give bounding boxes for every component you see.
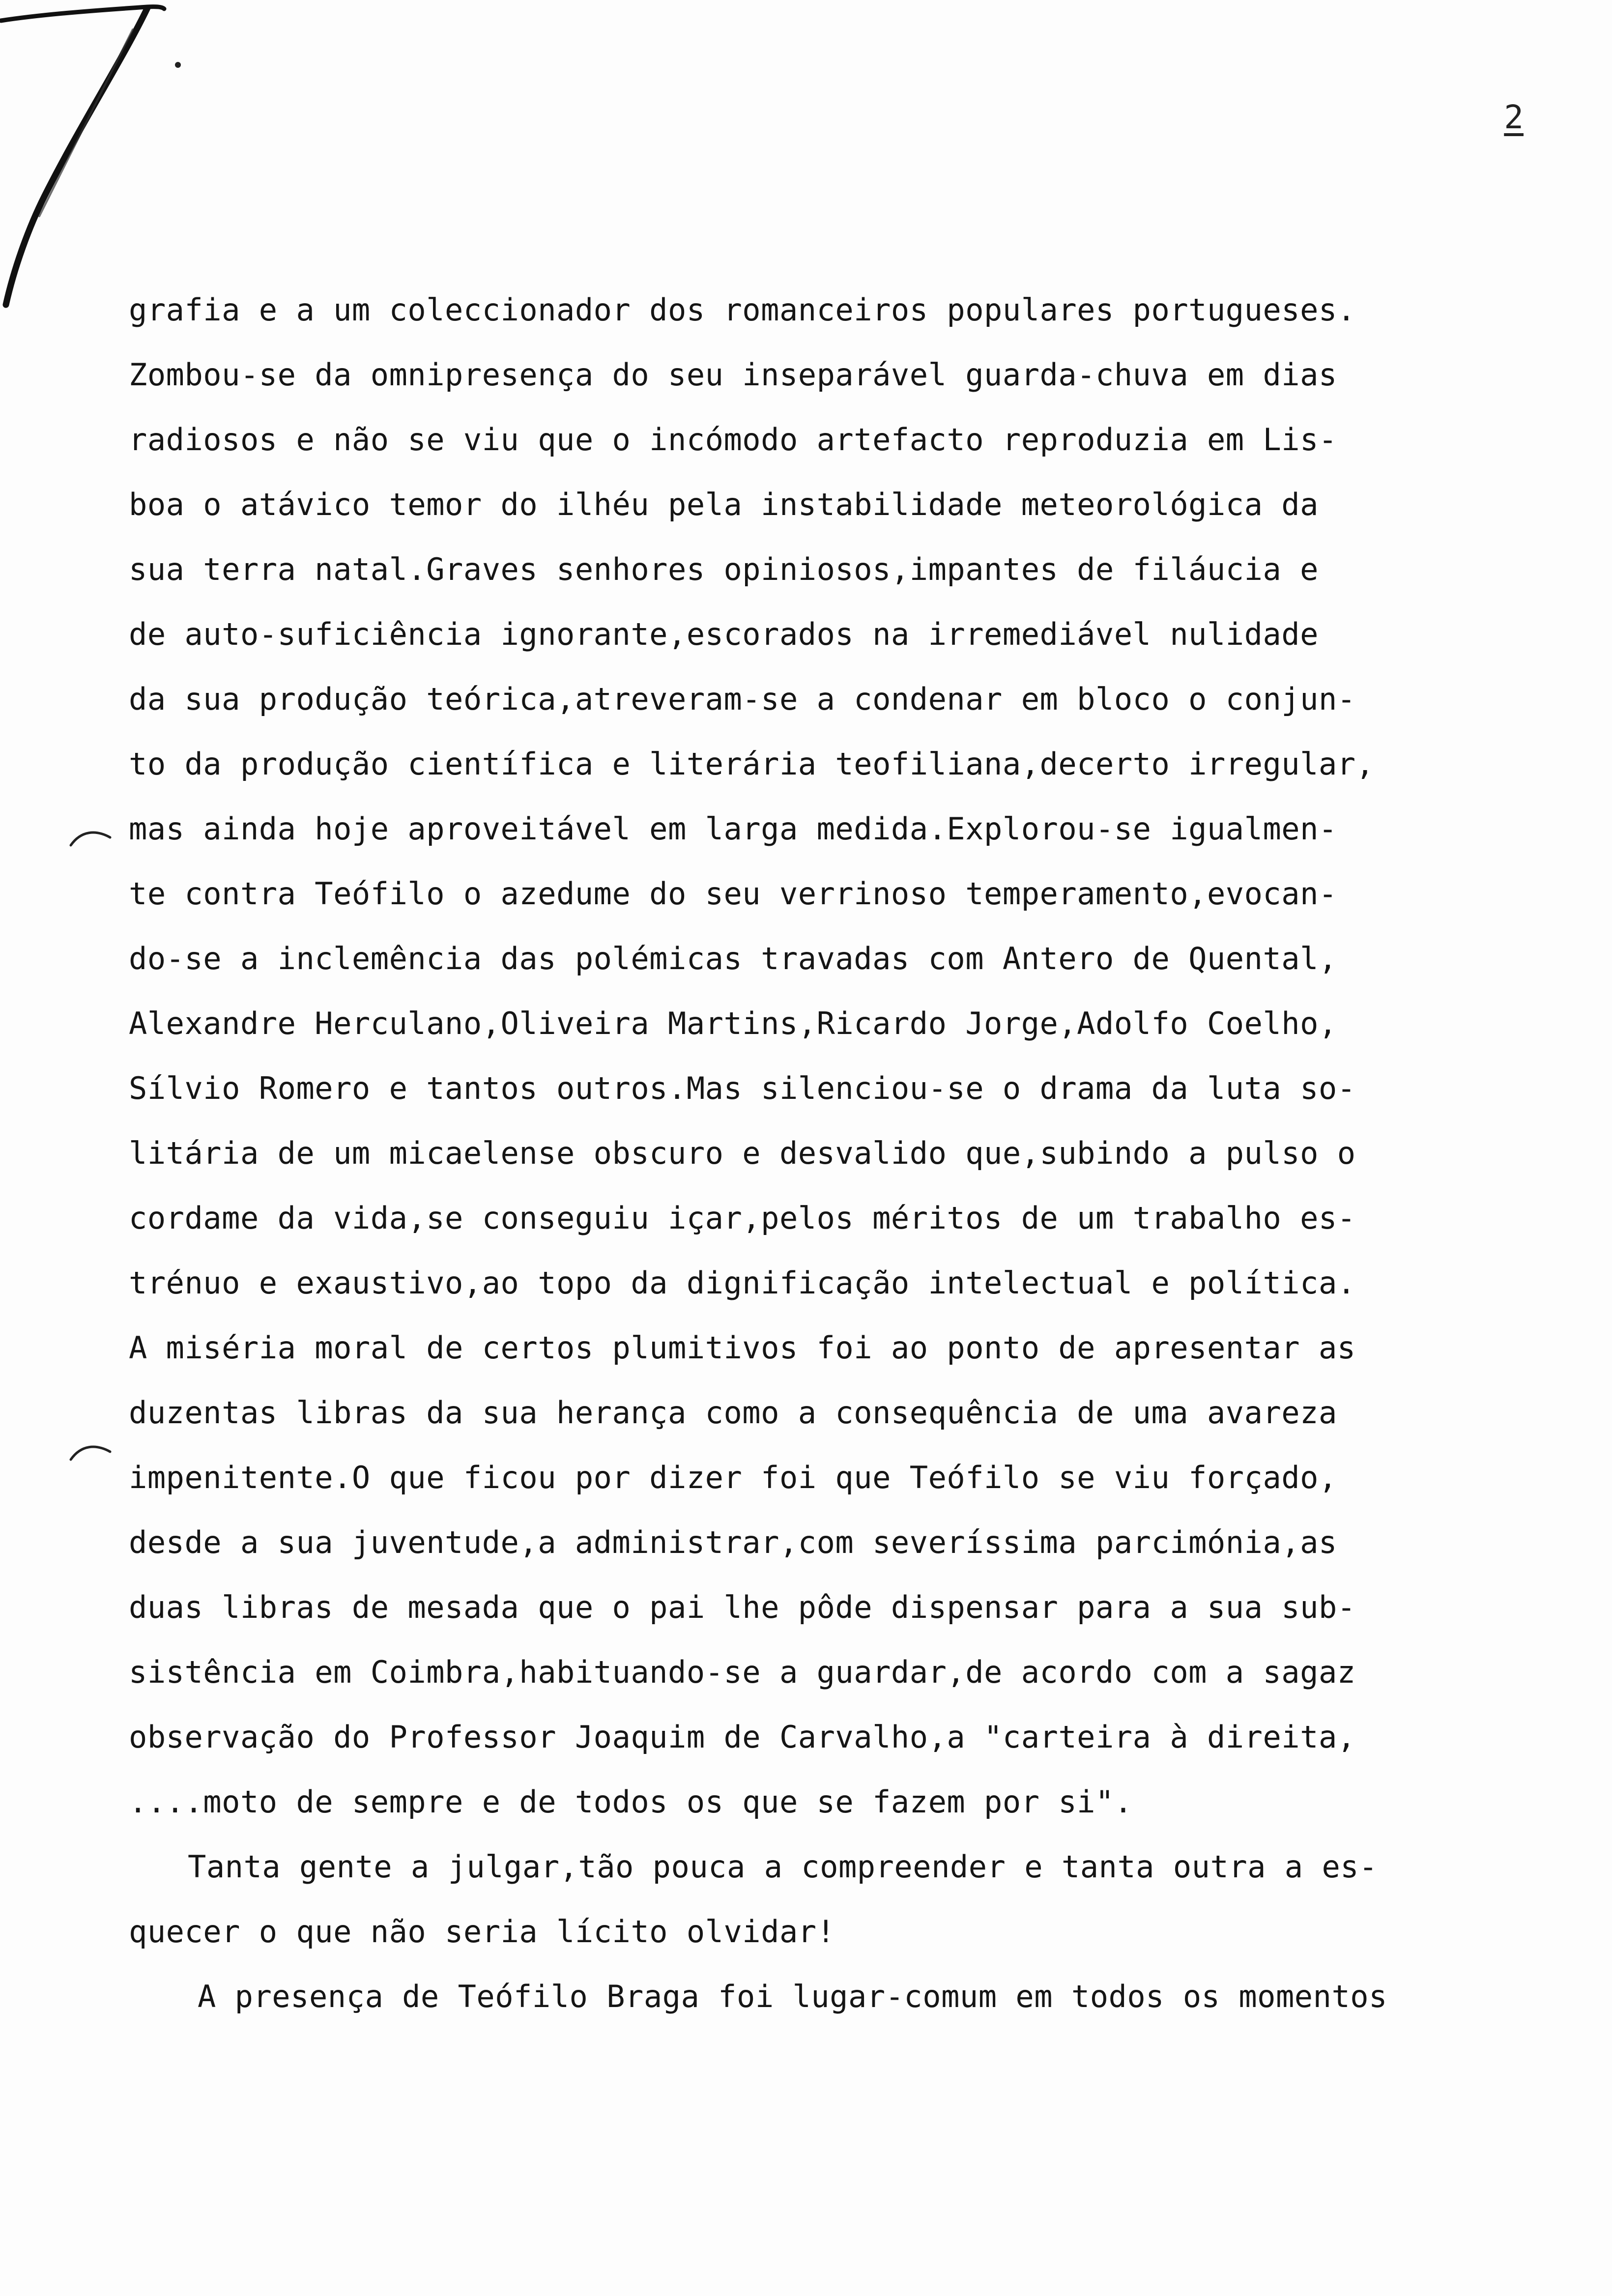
text-line-12: Alexandre Herculano,Oliveira Martins,Ricardo Jorge,Adolfo Coelho, [129, 1005, 1337, 1041]
text-line-25: Tanta gente a julgar,tão pouca a compreender e tanta outra a es- [188, 1849, 1378, 1885]
text-line-21: duas libras de mesada que o pai lhe pôde dispensar para a sua sub- [129, 1589, 1356, 1625]
text-line-26: quecer o que não seria lícito olvidar! [129, 1914, 835, 1950]
text-line-4: boa o atávico temor do ilhéu pela instabilidade meteorológica da [129, 487, 1319, 522]
margin-mark-left-1 [69, 826, 113, 850]
text-line-2: Zombou-se da omnipresença do seu inseparável guarda-chuva em dias [129, 357, 1337, 393]
text-line-1: grafia e a um coleccionador dos romanceiros populares portugueses. [129, 292, 1356, 328]
page-number: 2 [1504, 98, 1524, 136]
text-line-22: sistência em Coimbra,habituando-se a guardar,de acordo com a sagaz [129, 1654, 1356, 1690]
text-line-16: trénuo e exaustivo,ao topo da dignificação intelectual e política. [129, 1265, 1356, 1301]
text-line-3: radiosos e não se viu que o incómodo artefacto reproduzia em Lis- [129, 422, 1337, 458]
typed-text-block [129, 278, 1505, 2029]
text-line-18: duzentas libras da sua herança como a consequência de uma avareza [129, 1395, 1337, 1431]
text-line-27: A presença de Teófilo Braga foi lugar-comum em todos os momentos [198, 1979, 1387, 2014]
text-line-20: desde a sua juventude,a administrar,com severíssima parcimónia,as [129, 1524, 1337, 1560]
text-line-17: A miséria moral de certos plumitivos foi ao ponto de apresentar as [129, 1330, 1356, 1366]
text-line-8: to da produção científica e literária teofiliana,decerto irregular, [129, 746, 1375, 782]
text-line-23: observação do Professor Joaquim de Carvalho,a "carteira à direita, [129, 1719, 1356, 1755]
text-line-5: sua terra natal.Graves senhores opiniosos,impantes de filáucia e [129, 551, 1319, 587]
text-line-6: de auto-suficiência ignorante,escorados na irremediável nulidade [129, 616, 1319, 652]
handwritten-seven-mark [0, 0, 206, 315]
text-line-24: ....moto de sempre e de todos os que se fazem por si". [129, 1784, 1133, 1820]
text-line-9: mas ainda hoje aproveitável em larga medida.Explorou-se igualmen- [129, 811, 1337, 847]
text-line-19: impenitente.O que ficou por dizer foi que Teófilo se viu forçado, [129, 1460, 1337, 1495]
text-line-14: litária de um micaelense obscuro e desvalido que,subindo a pulso o [129, 1135, 1356, 1171]
text-line-10: te contra Teófilo o azedume do seu verrinoso temperamento,evocan- [129, 876, 1337, 912]
text-line-13: Sílvio Romero e tantos outros.Mas silenciou-se o drama da luta so- [129, 1070, 1356, 1106]
text-line-7: da sua produção teórica,atreveram-se a condenar em bloco o conjun- [129, 681, 1356, 717]
text-line-15: cordame da vida,se conseguiu içar,pelos méritos de um trabalho es- [129, 1200, 1356, 1236]
text-line-11: do-se a inclemência das polémicas travadas com Antero de Quental, [129, 941, 1337, 976]
margin-mark-left-2 [69, 1440, 113, 1464]
